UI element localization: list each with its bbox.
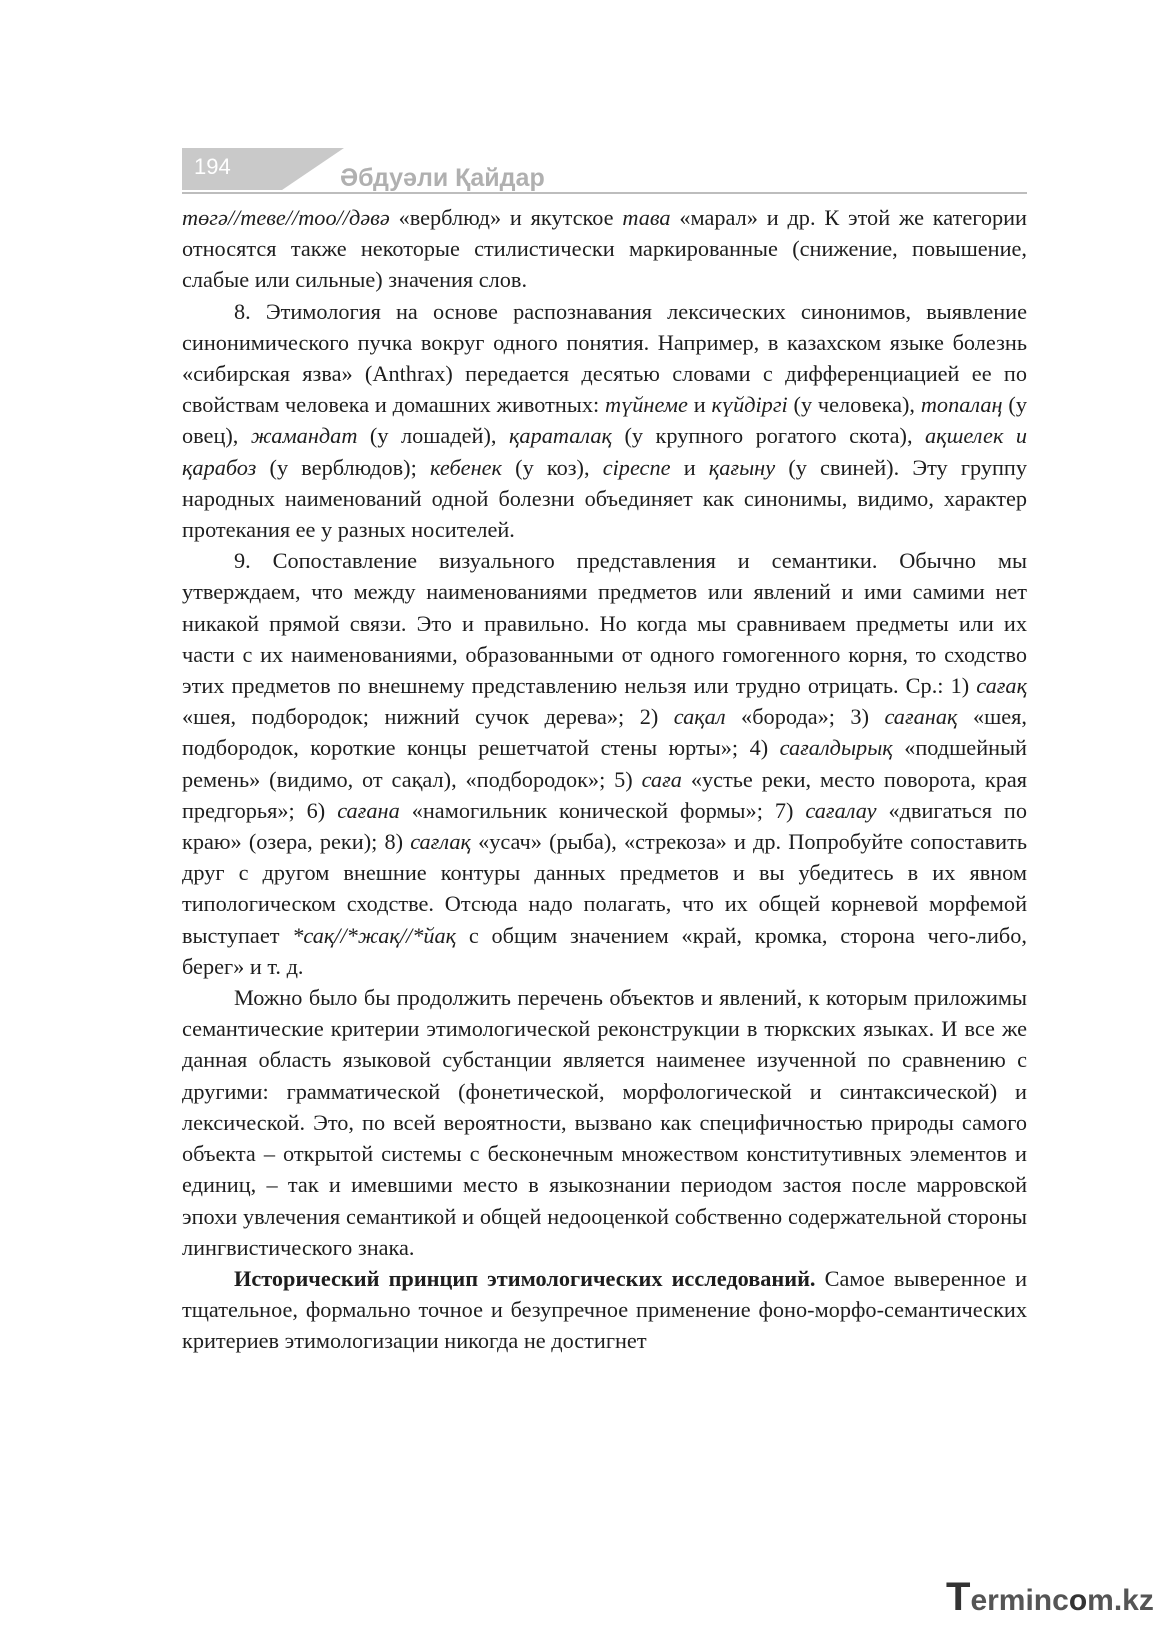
italic-term: тава: [622, 205, 671, 230]
running-head-author: Әбдуәли Қайдар: [340, 164, 545, 192]
text-run: Самое выверенное и тщательное, формально точное и безупречное применение фоно-морфо-семантических критериев этимологизации никогда не достигнет: [182, 1265, 1027, 1354]
paragraph: [182, 296, 1027, 546]
terminkom-watermark-logo: [946, 1575, 1158, 1625]
text-run: «устье реки, место поворота, края предгорья»; 6): [182, 766, 1027, 823]
paragraph: [182, 982, 1027, 1263]
italic-term: сақал: [673, 704, 726, 730]
page-number: 194: [194, 154, 231, 179]
italic-term: қараталақ: [508, 423, 612, 449]
text-run: «борода»; 3): [725, 704, 885, 730]
text-run: «двигаться по краю» (озера, реки); 8): [182, 797, 1028, 855]
text-run: (у овец),: [182, 392, 1027, 449]
text-run: «подшейный ремень» (видимо, от сақал), «подбородок»; 5): [182, 735, 1027, 792]
text-run: и: [670, 454, 709, 480]
italic-term: топалаң: [920, 392, 1003, 418]
text-run: (у свиней). Эту группу народных наименований одной болезни объединяет как синонимы, видимо, характер протекания ее у разных носителей.: [182, 454, 1027, 543]
text-run: «усач» (рыба), «стрекоза» и др. Попробуйте сопоставить друг с другом внешние контуры данных предметов и вы убедитесь в их явном типологическом сходстве. Отсюда надо полагать, что их общей корневой морфемой выступает: [182, 829, 1027, 948]
text-run: (у коз),: [501, 454, 603, 480]
page-body: [182, 202, 1027, 1357]
text-run: 9. Сопоставление визуального представления и семантики. Обычно мы утверждаем, что между наименованиями предметов или явлений и ими самими нет никакой прямой связи. Это и правильно. Но когда мы сравниваем предметы или их части с их наименованиями, образованными от одного гомогенного корня, то сходство этих предметов по внешнему представлению нельзя или трудно отрицать. Ср.: 1): [182, 548, 1027, 699]
text-run: (у крупного рогатого скота),: [611, 423, 926, 449]
text-run: Можно было бы продолжить перечень объектов и явлений, к которым приложимы семантические критерии этимологической реконструкции в тюркских языках. И все же данная область языковой субстанции является наименее изученной по сравнению с другими: грамматической (фонетической, морфологической и синтаксической) и лексической. Это, по всей вероятности, вызвано как специфичностью природы самого объекта – открытой системы с бесконечным множеством конститутивных элементов и единиц, – так и имевшими место в языкознании периодом застоя после марровской эпохи увлечения семантикой и общей недооценкой собственно содержательной стороны лингвистического знака.: [182, 985, 1027, 1260]
italic-term: сіреспе: [602, 454, 671, 480]
page-header: [182, 148, 1027, 196]
italic-term: қағыну: [708, 454, 776, 480]
paragraph: [182, 202, 1027, 296]
text-run: с общим значением «край, кромка, сторона чего-либо, берег» и т. д.: [182, 922, 1028, 979]
watermark-text-2: m.kz: [1087, 1584, 1154, 1617]
italic-term: сағақ: [976, 673, 1027, 699]
paragraph: [182, 545, 1027, 982]
italic-term: жамандат: [250, 423, 358, 449]
text-run: (у верблюдов);: [256, 454, 430, 480]
italic-term: төгә//теве//тоо//дәвә: [182, 205, 390, 230]
text-run: (у человека),: [787, 392, 921, 418]
text-run: «верблюд» и якутское: [389, 205, 623, 230]
bold-heading: Исторический принцип этимологических исследований.: [234, 1265, 816, 1291]
paragraph: [182, 1263, 1027, 1357]
text-run: «шея, подбородок, короткие концы решетчатой стены юрты»; 4): [182, 704, 1027, 761]
italic-term: сағанақ: [884, 704, 958, 730]
italic-term: *сақ//*жақ//*йақ: [292, 922, 457, 948]
italic-term: ақшелек и қарабоз: [182, 423, 1028, 480]
watermark-letter-t: T: [946, 1575, 971, 1619]
watermark-letter-o: o: [1068, 1584, 1088, 1617]
italic-term: сағалау: [805, 797, 877, 823]
watermark-text-1: erminc: [970, 1584, 1069, 1617]
header-rule: [182, 192, 1027, 194]
page-number-tab-arrow: [282, 148, 344, 190]
text-run: и: [687, 392, 712, 418]
italic-term: күйдіргі: [711, 392, 788, 418]
text-run: «марал» и др. К этой же категории относятся также некоторые стилистически маркированные (снижение, повышение, слабые или сильные) значения слов.: [182, 205, 1027, 293]
text-run: «намогильник конической формы»; 7): [399, 797, 806, 823]
italic-term: кебенек: [429, 454, 502, 480]
text-run: 8. Этимология на основе распознавания лексических синонимов, выявление синонимического пучка вокруг одного понятия. Например, в казахском языке болезнь «сибирская язва» (Anthrax) передается десятью словами с дифференциацией ее по свойствам человека и домашних животных:: [182, 298, 1027, 418]
italic-term: сағана: [337, 797, 400, 823]
text-run: «шея, подбородок; нижний сучок дерева»; 2): [182, 704, 674, 730]
text-run: (у лошадей),: [357, 423, 509, 449]
italic-term: сағалдырық: [779, 735, 893, 761]
italic-term: түйнеме: [604, 392, 688, 418]
italic-term: сағлақ: [410, 829, 471, 855]
italic-term: саға: [641, 766, 682, 792]
